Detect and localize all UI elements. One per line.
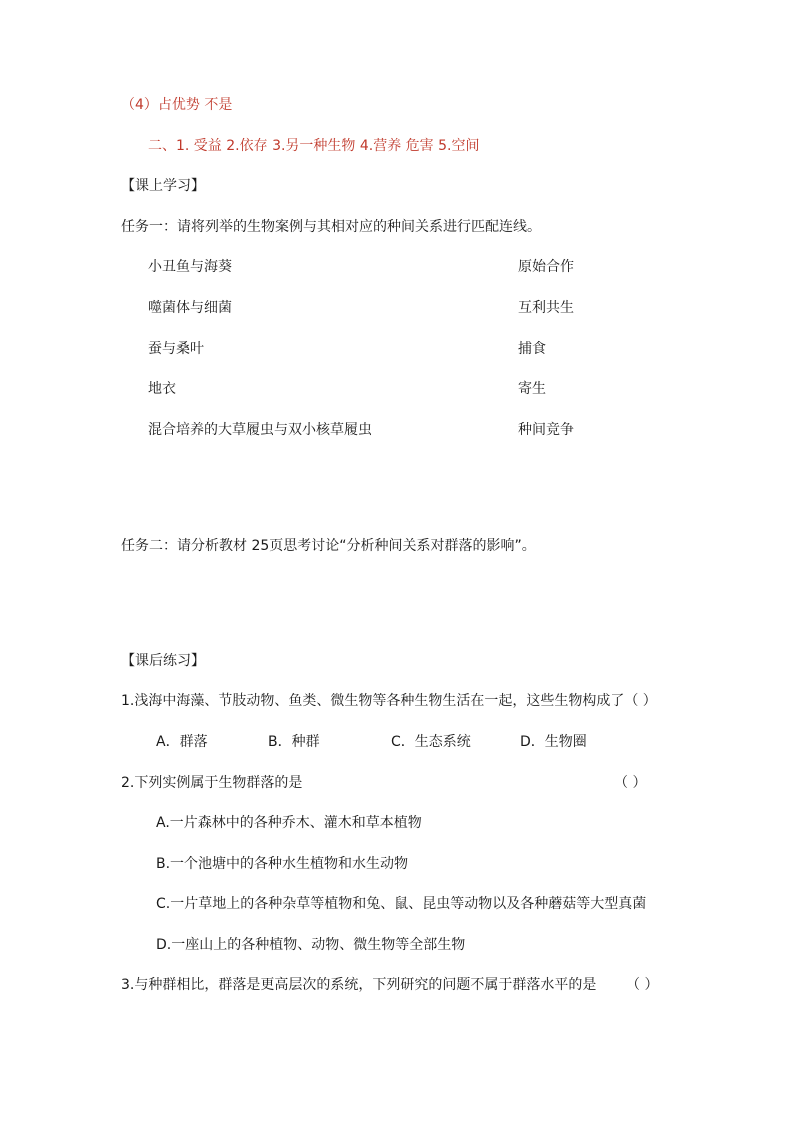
question-2-answer-blank[interactable]: （ ）	[614, 775, 647, 791]
q1-option-c[interactable]: C．生态系统	[391, 734, 471, 750]
q2-option-b[interactable]: B.一个池塘中的各种水生植物和水生动物	[156, 856, 409, 872]
question-2-text: 2.下列实例属于生物群落的是	[121, 775, 303, 791]
match-right-item[interactable]: 互利共生	[518, 300, 574, 316]
match-right-item[interactable]: 原始合作	[518, 259, 574, 275]
task2-prompt: 任务二：请分析教材 25页思考讨论“分析种间关系对群落的影响”。	[121, 538, 536, 554]
question-3-text: 3.与种群相比，群落是更高层次的系统，下列研究的问题不属于群落水平的是	[121, 977, 597, 993]
task1-prompt: 任务一：请将列举的生物案例与其相对应的种间关系进行匹配连线。	[121, 219, 541, 235]
match-left-item[interactable]: 小丑鱼与海葵	[148, 259, 232, 275]
answer-line-1: （4）占优势 不是	[121, 97, 233, 113]
match-right-item[interactable]: 种间竞争	[518, 422, 574, 438]
match-left-item[interactable]: 蚕与桑叶	[148, 341, 204, 357]
match-left-item[interactable]: 混合培养的大草履虫与双小核草履虫	[148, 422, 372, 438]
practice-heading: 【课后练习】	[121, 653, 205, 669]
answer-line-2: 二、1. 受益 2.依存 3.另一种生物 4.营养 危害 5.空间	[148, 138, 480, 154]
class-learning-heading: 【课上学习】	[121, 178, 205, 194]
q2-option-c[interactable]: C.一片草地上的各种杂草等植物和兔、鼠、昆虫等动物以及各种蘑菇等大型真菌	[156, 896, 647, 912]
match-left-item[interactable]: 噬菌体与细菌	[148, 300, 232, 316]
q1-option-a[interactable]: A．群落	[156, 734, 208, 750]
match-left-item[interactable]: 地衣	[148, 381, 176, 397]
q1-option-d[interactable]: D．生物圈	[520, 734, 587, 750]
question-1-text: 1.浅海中海藻、节肢动物、鱼类、微生物等各种生物生活在一起，这些生物构成了（ ）	[121, 693, 657, 709]
question-3-answer-blank[interactable]: （ ）	[626, 977, 659, 993]
q2-option-d[interactable]: D.一座山上的各种植物、动物、微生物等全部生物	[156, 937, 466, 953]
q2-option-a[interactable]: A.一片森林中的各种乔木、灌木和草本植物	[156, 815, 422, 831]
match-right-item[interactable]: 捕食	[518, 341, 546, 357]
q1-option-b[interactable]: B．种群	[268, 734, 320, 750]
match-right-item[interactable]: 寄生	[518, 381, 546, 397]
